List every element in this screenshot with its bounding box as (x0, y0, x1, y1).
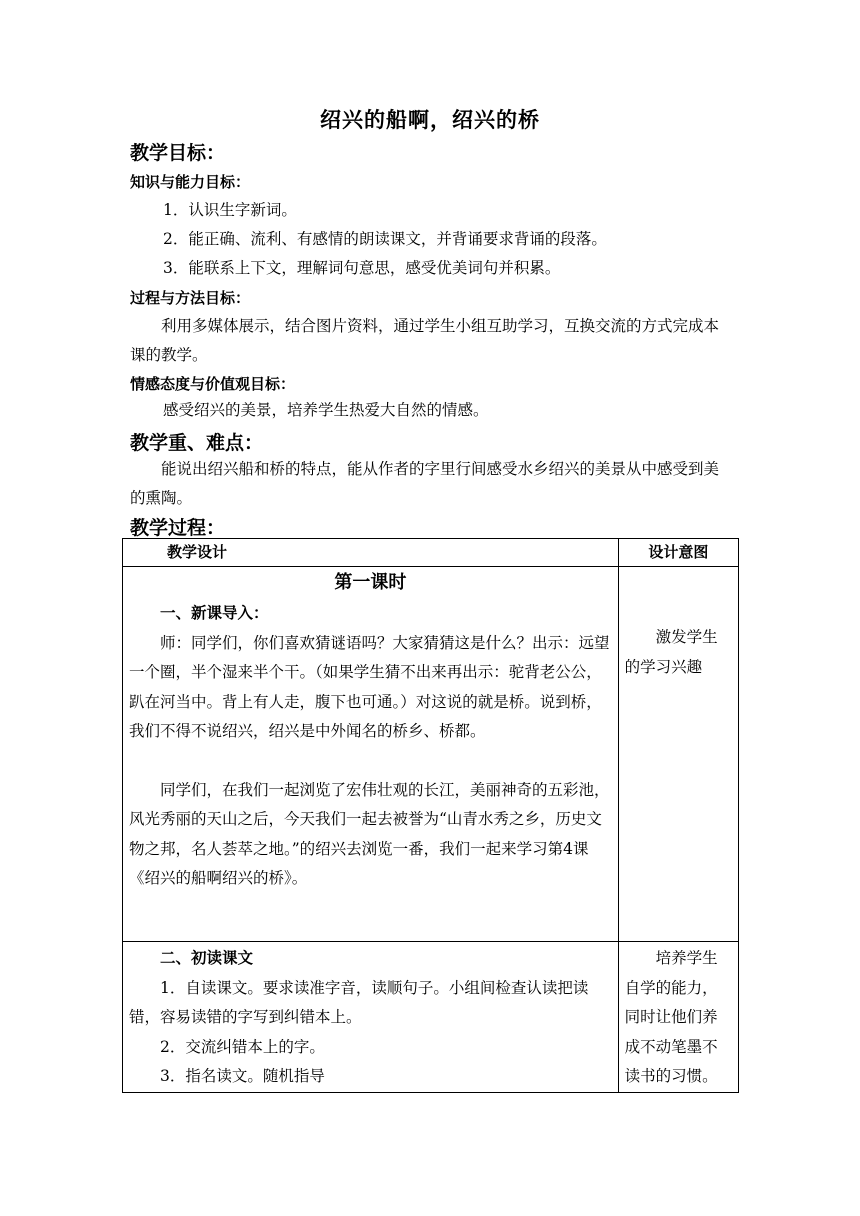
part2-item: 3．指名读文。随机指导 (160, 1067, 325, 1085)
column-header-design: 教学设计 (123, 539, 619, 567)
knowledge-item: 2．能正确、流利、有感情的朗读课文，并背诵要求背诵的段落。 (163, 230, 607, 248)
document-title: 绍兴的船啊，绍兴的桥 (320, 108, 540, 132)
spacer (123, 747, 618, 776)
knowledge-item: 3．能联系上下文，理解词句意思，感受优美词句并积累。 (163, 259, 561, 277)
part2-item: 2．交流纠错本上的字。 (160, 1037, 325, 1056)
key-points-text: 能说出绍兴船和桥的特点，能从作者的字里行间感受水乡绍兴的美景从中感受到美的熏陶。 (130, 460, 720, 507)
part2-intent-cell (618, 942, 738, 1093)
process-heading: 过程与方法目标： (130, 289, 251, 307)
key-points-heading: 教学重、难点： (130, 432, 264, 454)
part2-cell (123, 942, 619, 1093)
part1-heading: 一、新课导入： (160, 604, 269, 622)
part2-heading: 二、初读课文 (160, 949, 254, 967)
part1-intent: 激发学生的学习兴趣 (624, 628, 718, 676)
knowledge-item: 1．认识生字新词。 (163, 201, 297, 219)
table-row (123, 567, 739, 942)
column-header-intent: 设计意图 (618, 539, 738, 567)
knowledge-heading: 知识与能力目标： (130, 173, 251, 191)
part2-item: 1．自读课文。要求读准字音，读顺句子。小组间检查认读把读错，容易读错的字写到纠错本上。 (129, 978, 589, 1026)
goals-heading: 教学目标： (130, 142, 226, 164)
table-row (123, 942, 739, 1093)
process-text: 利用多媒体展示，结合图片资料，通过学生小组互助学习，互换交流的方式完成本课的教学。 (130, 317, 720, 364)
lesson-plan-table (122, 538, 739, 1093)
teaching-process-heading: 教学过程： (130, 517, 226, 539)
emotion-heading: 情感态度与价值观目标： (130, 375, 296, 393)
emotion-text: 感受绍兴的美景，培养学生热爱大自然的情感。 (163, 401, 489, 419)
part1-paragraph: 师：同学们，你们喜欢猜谜语吗？大家猜猜这是什么？出示：远望一个圈，半个湿来半个干。（如果学生猜不出来再出示：驼背老公公，趴在河当中。背上有人走，腹下也可通。）对这说的就是桥。说到桥，我们不得不说绍兴，绍兴是中外闻名的桥乡、桥都。 (129, 633, 610, 740)
table-header-row (123, 539, 739, 567)
part1-paragraph: 同学们，在我们一起浏览了宏伟壮观的长江，美丽神奇的五彩池，风光秀丽的天山之后，今天我们一起去被誉为“山青水秀之乡，历史文物之邦，名人荟萃之地。”的绍兴去浏览一番，我们一起来学习第4课《绍兴的船啊绍兴的桥》。 (129, 780, 610, 887)
lesson-one-cell (123, 567, 619, 942)
lesson-one-intent-cell (618, 567, 738, 942)
part2-intent: 培养学生自学的能力，同时让他们养成不动笔墨不读书的习惯。 (624, 949, 718, 1085)
lesson-title: 第一课时 (334, 572, 407, 593)
